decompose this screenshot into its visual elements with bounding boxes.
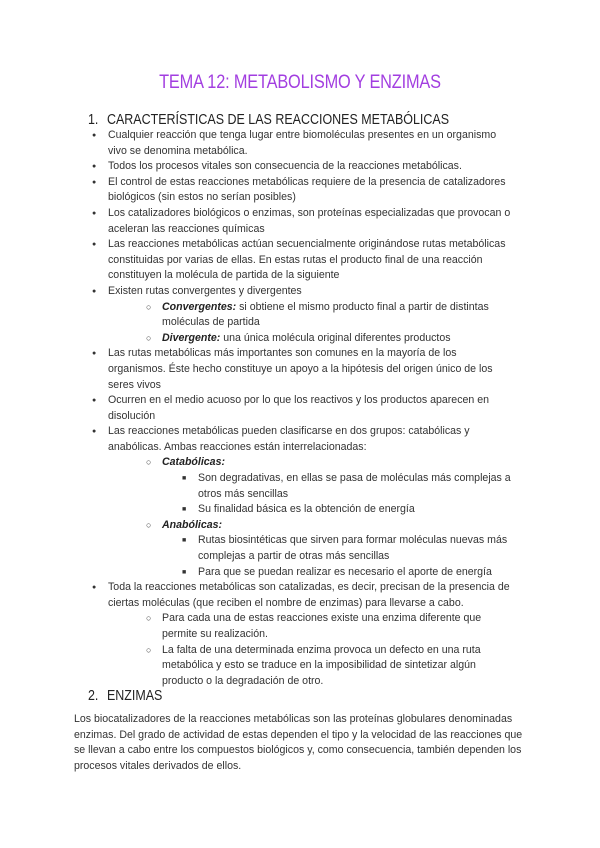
- anabolic-items: [162, 533, 512, 580]
- sublist-item-convergent: [108, 300, 512, 331]
- list-item-text: Los catalizadores biológicos o enzimas, son proteínas especializadas que provocan o aceleran las reacciones químicas: [108, 206, 511, 235]
- sublist-item-divergent: [108, 331, 512, 347]
- section-1-list: [92, 128, 512, 689]
- sublist-item-catabolic: [108, 455, 512, 517]
- list-item-text: Ocurren en el medio acuoso por lo que los reactivos y los productos aparecen en disolución: [108, 394, 490, 422]
- list-item-text: Todos los procesos vitales son consecuencia de la reacciones metabólicas.: [108, 160, 462, 173]
- list-item-text: Cualquier reacción que tenga lugar entre biomoléculas presentes en un organismo vivo se denomina metabólica.: [108, 129, 497, 157]
- list-item-text: Existen rutas convergentes y divergentes: [108, 284, 302, 297]
- routes-sublist: [108, 300, 512, 347]
- list-item: [92, 159, 512, 175]
- groups-sublist: [108, 455, 512, 580]
- list-item: [92, 206, 512, 237]
- catabolic-item: [162, 471, 512, 502]
- convergent-text: si obtiene el mismo producto final a partir de distintas moléculas de partida: [162, 300, 489, 329]
- enzyme-subitem: [108, 611, 512, 642]
- section-1-heading: [88, 112, 449, 128]
- anabolic-item-text: Para que se puedan realizar es necesario el aporte de energía: [198, 565, 492, 578]
- sublist-item-anabolic: [108, 518, 512, 580]
- list-item: [92, 580, 512, 689]
- list-item-text: Toda la reacciones metabólicas son catalizadas, es decir, precisan de la presencia de ciertas moléculas (que reciben el nombre de enzimas) para llevarse a cabo.: [108, 581, 510, 609]
- divergent-text: una única molécula original diferentes productos: [220, 331, 451, 344]
- list-item-text: El control de estas reacciones metabólicas requiere de la presencia de catalizadores biológicos (sin estos no serían posibles): [108, 175, 506, 204]
- anabolic-term: Anabólicas:: [162, 518, 223, 531]
- section-1-number: 1.: [88, 112, 99, 128]
- document-title: TEMA 12: METABOLISMO Y ENZIMAS: [159, 72, 441, 93]
- anabolic-item: [162, 565, 512, 581]
- enzyme-subitem: [108, 643, 512, 690]
- list-item: [92, 346, 512, 393]
- catabolic-item-text: Son degradativas, en ellas se pasa de moléculas más complejas a otros más sencillas: [198, 472, 511, 500]
- list-item: [92, 128, 512, 159]
- list-item: [92, 393, 512, 424]
- catabolic-term: Catabólicas:: [162, 456, 225, 469]
- section-1-title: CARACTERÍSTICAS DE LAS REACCIONES METABÓLICAS: [106, 112, 450, 128]
- list-item: [92, 424, 512, 580]
- section-2-title: ENZIMAS: [106, 688, 163, 704]
- anabolic-item: [162, 533, 512, 564]
- list-item: [92, 237, 512, 284]
- list-item-text: Las reacciones metabólicas actúan secuencialmente originándose rutas metabólicas constituidas por varias de ellas. En estas rutas el producto final de una reacción constituyen la molécula de partida de la siguiente: [108, 238, 506, 282]
- enzyme-subitem-text: La falta de una determinada enzima provoca un defecto en una ruta metabólica y esto se traduce en la imposibilidad de sintetizar algún producto o la degradación de otro.: [162, 643, 481, 687]
- enzyme-subitem-text: Para cada una de estas reacciones existe una enzima diferente que permite su realización.: [162, 612, 482, 640]
- section-2-paragraph: Los biocatalizadores de la reacciones metabólicas son las proteínas globulares denominadas enzimas. Del grado de actividad de estas dependen el tipo y la velocidad de las reacciones que se llevan a cabo entre los compuestos biológicos y, como consecuencia, también dependen los procesos vitales derivados de ellos.: [74, 713, 523, 772]
- catabolic-item: [162, 502, 512, 518]
- section-2-number: 2.: [88, 688, 99, 704]
- section-2-heading: [88, 688, 162, 704]
- list-item-text: Las rutas metabólicas más importantes son comunes en la mayoría de los organismos. Éste hecho constituye un apoyo a la hipótesis del origen único de los seres vivos: [108, 347, 493, 391]
- anabolic-item-text: Rutas biosintéticas que sirven para formar moléculas nuevas más complejas a partir de otras más sencillas: [198, 534, 508, 563]
- list-item: [92, 175, 512, 206]
- catabolic-item-text: Su finalidad básica es la obtención de energía: [198, 503, 415, 516]
- divergent-term: Divergente:: [162, 331, 221, 344]
- list-item-text: Las reacciones metabólicas pueden clasificarse en dos grupos: catabólicas y anabólicas. Ambas reacciones están interrelacionadas:: [108, 425, 470, 453]
- list-item: [92, 284, 512, 346]
- enzyme-sublist: [108, 611, 512, 689]
- catabolic-items: [162, 471, 512, 518]
- convergent-term: Convergentes:: [162, 300, 237, 313]
